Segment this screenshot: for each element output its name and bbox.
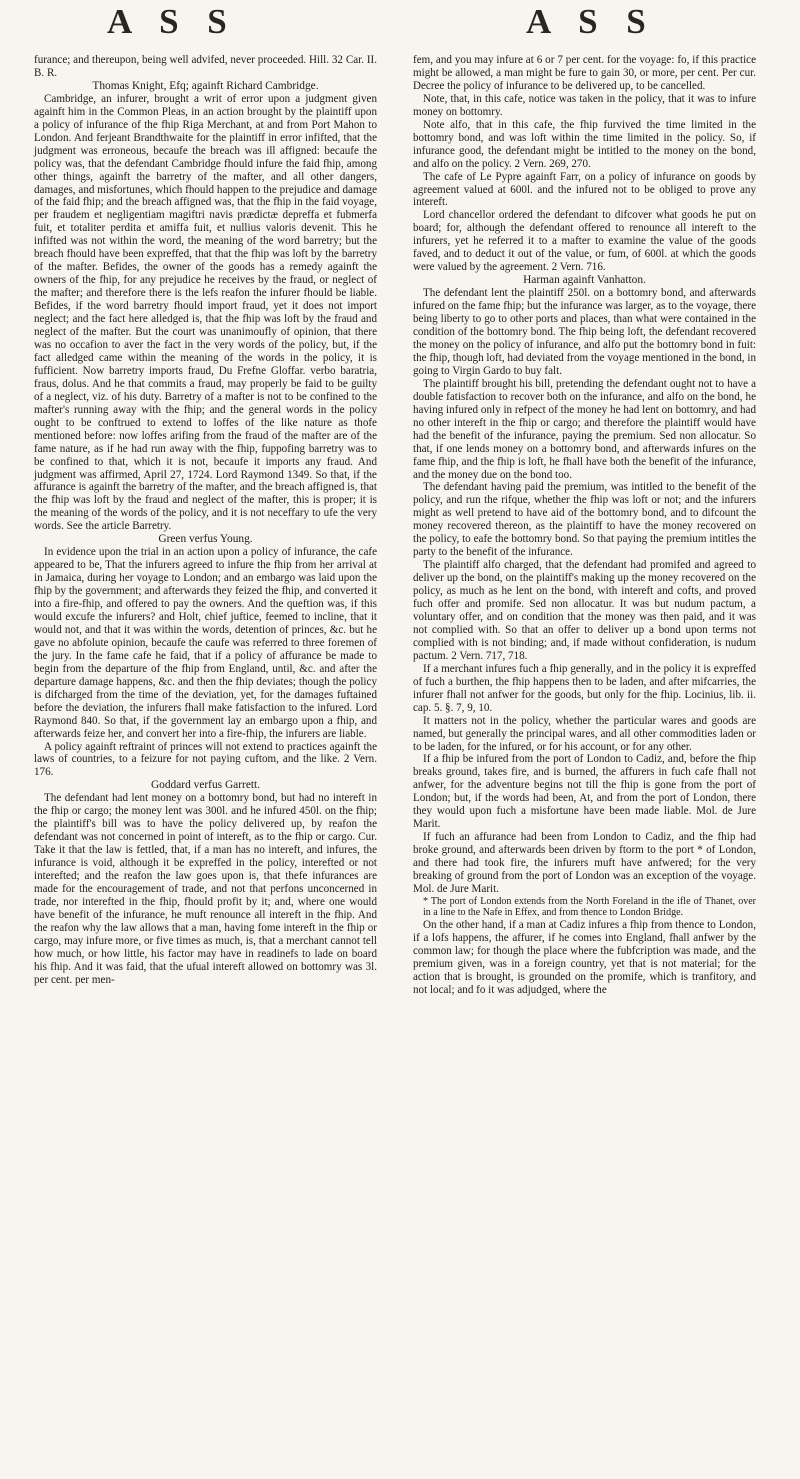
left-case-title: Green verfus Young. (158, 533, 253, 546)
right-paragraph: It matters not in the policy, whether the particular wares and goods are named, but generally the principal wares, and all other commodities laden or to be laden, for the infured, or for his account, or for any other. (413, 714, 756, 753)
left-case-title: Thomas Knight, Efq; againft Richard Cambridge. (92, 79, 319, 92)
left-case-title: Goddard verfus Garrett. (150, 779, 261, 792)
left-paragraph: Cambridge, an infurer, brought a writ of error upon a judgment given againft him in the Common Pleas, in an action brought by the plaintiff upon a policy of infurance of the fhip Riga Merchant, at and from Port Mahon to London. And ferjeant Brandthwaite for the plaintiff in error infifted, that the judgment was erroneous, becaufe the breach was ill affigned: becaufe the policy was, that the defendant Cambridge fhould infure the faid fhip, among other things, againft the barretry of the mafter, and all other dangers, damages, and misfortunes, which fhould happen to the prejudice and damage of the faid fhip; and the breach affigned was, that the fhip in the faid voyage, per fraudem et negligentiam magiftri navis prædictæ depreffa et fubmerfa fuit, et totaliter perdita et amiffa fuit, et nullius valoris devenit. This he infifted was not within the word, the meaning of the word barretry; but the breach fhould have been expreffed, that that the fhip was loft by the barretry of the mafter. Befides, the owner of the goods has a remedy againft the owners of the fhip, for any prejudice he receives by the fraud, or neglect of the mafter; and therefore there is the lefs reafon the infurer fhould be liable. Befides, if the word barretry fhould import fraud, yet it does not import neglect; and the fact here alledged is, that the fhip was loft by the fraud and neglect of the mafter. But the court was unanimoufly of opinion, that there was no occafion to aver the fact in the very words of the policy, but, if the fact alledged came within the meaning of the words in the policy, it is fufficient. Now barretry imports fraud, Du Frefne Gloffar. verbo baratria, fraus, dolus. And he that commits a fraud, may properly be faid to be guilty of a neglect, viz. of his duty. Barretry of a mafter is not to be confined to the mafter's running away with the fhip; and the general words in the policy ought to be conftrued to extend to loffes of the like nature as thofe mentioned before: now loffes arifing from the fraud of the mafter are of the fame nature, as if he had run away with the fhip, fuppofing barretry was to be confined to that, which it is not, becaufe it imports any fraud. And judgment was affirmed, April 27, 1724. Lord Raymond 1349. So that, if the affurance is againft the barretry of the mafter, and the breach affigned is, that the fhip was loft by the fraud and neglect of the mafter, this is proper; it is the meaning of the words of the policy, and it is not neceffary to ufe the very words. See the article Barretry. (34, 92, 377, 533)
left-paragraph: furance; and thereupon, being well advifed, never proceeded. Hill. 32 Car. II. B. R. (34, 54, 377, 79)
running-header-right: A S S (526, 2, 656, 41)
right-paragraph: If a fhip be infured from the port of London to Cadiz, and, before the fhip breaks ground, takes fire, and is burned, the affurers in fuch cafe fhall not anfwer, for the adventure begins not till the fhip is gone from the port of London; but, if the words had been, At, and from the port of London, there they would upon fuch a misfortune have been made liable. Mol. de Jure Marit. (413, 753, 756, 831)
running-header-left: A S S (107, 2, 237, 41)
right-paragraph: The plaintiff brought his bill, pretending the defendant ought not to have a double fatisfaction to recover both on the infurance, and alfo on the bond, he having infured only in refpect of the money he had lent on bottomry, and had no other intereft in the fhip or cargo; and therefore the plaintiff would have had the benefit of the infurance, paying the premium. Sed non allocatur. So that, if one lends money on a bottomry bond, and afterwards infures on the fame fhip, and the fhip is loft, he fhall have both the benefit of the infurance, and the money due on the bond too. (413, 377, 756, 481)
left-column (34, 54, 377, 987)
right-paragraph: The defendant lent the plaintiff 250l. on a bottomry bond, and afterwards infured on the fame fhip; but the infurance was larger, as to the voyage, there being liberty to go to other ports and places, than what were contained in the condition of the bottomry bond. The fhip being loft, the defendant recovered the money on the policy of infurance, and alfo put the bottomry bond in fuit: the fhip, though loft, had deviated from the voyage mentioned in the bond, in going to Virgin Gardo to buy falt. (413, 287, 756, 377)
right-case-title: Harman againft Vanhatton. (523, 274, 646, 287)
right-paragraph: The plaintiff alfo charged, that the defendant had promifed and agreed to deliver up the bond, on the plaintiff's making up the money recovered on the policy, as much as he lent on the bond, with intereft and cofts, and proved fuch offer and promife. Sed non allocatur. It was but nudum pactum, a voluntary offer, and on condition that the money was then paid, and it was not complied with. So that an offer to deliver up a bond upon terms not complied with is not binding; and, if made without confideration, is nudum pactum. 2 Vern. 717, 718. (413, 559, 756, 662)
right-paragraph: fem, and you may infure at 6 or 7 per cent. for the voyage: fo, if this practice might be allowed, a man might be fure to gain 30, or more, per cent. Per cur. Decree the policy of infurance to be delivered up, to be cancelled. (413, 54, 756, 92)
right-paragraph: If a merchant infures fuch a fhip generally, and in the policy it is expreffed of fuch a burthen, the fhip happens then to be laden, and after mifcarries, the infurer fhall not anfwer for the goods, but only for the fhip. Locinius, lib. ii. cap. 5. §. 7, 9, 10. (413, 662, 756, 714)
right-paragraph: Note alfo, that in this cafe, the fhip furvived the time limited in the bottomry bond, and was loft within the time limited in the policy. So, if infurance good, the defendant might be intitled to the money on the bond, and alfo on the policy. 2 Vern. 269, 270. (413, 118, 756, 170)
right-paragraph: The cafe of Le Pypre againft Farr, on a policy of infurance on goods by agreement valued at 600l. and the infured not to be obliged to prove any intereft. (413, 170, 756, 209)
right-paragraph: Lord chancellor ordered the defendant to difcover what goods he put on board; for, although the defendant offered to renounce all intereft to the infurers, yet he referred it to a mafter to examine the value of the goods faved, and to deduct it out of the value, or fum, of 600l. at which the goods were valued by the agreement. 2 Vern. 716. (413, 209, 756, 274)
right-paragraph: If fuch an affurance had been from London to Cadiz, and the fhip had broke ground, and afterwards been driven by ftorm to the port * of London, and there had took fire, the infurers muft have anfwered; for the very breaking of ground from the port of London was an exception of the voyage. Mol. de Jure Marit. (413, 831, 756, 895)
right-paragraph: On the other hand, if a man at Cadiz infures a fhip from thence to London, if a lofs happens, the affurer, if he comes into England, fhall anfwer by the common law; for though the place where the fubfcription was made, and the premium given, was in a foreign country, yet that is not material; for the action that is brought, is grounded on the promife, which is tranfitory, and not local; and fo it was adjudged, where the (413, 918, 756, 996)
right-footnote: * The port of London extends from the North Foreland in the ifle of Thanet, over in a line to the Nafe in Effex, and from thence to London Bridge. (423, 895, 756, 919)
left-paragraph: A policy againft reftraint of princes will not extend to practices againft the laws of countries, to a feizure for not paying cuftom, and the like. 2 Vern. 176. (34, 740, 377, 779)
left-paragraph: In evidence upon the trial in an action upon a policy of infurance, the cafe appeared to be, That the infurers agreed to infure the fhip from her arrival at in Jamaica, during her voyage to London; and an embargo was laid upon the fhip by the government; and afterwards they feized the fhip, and converted it into a fire-fhip, and offered to pay the owners. And the queftion was, if this would excufe the infurers? and Holt, chief juftice, feemed to incline, that it would not, and that it was within the words, detention of princes, &c. but he gave no abfolute opinion, becaufe the caufe was referred to three foremen of the jury. In the fame cafe he faid, that if a policy of affurance be made to begin from the departure of the fhip from England, until, &c. and after the departure damage happens, &c. and then the fhip deviates; though the policy is difcharged from the time of the deviation, yet, for the damages fuftained before the deviation, the infurers fhall make fatisfaction to the infured. Lord Raymond 840. So that, if the government lay an embargo upon a fhip, and afterwards feize her, and convert her into a fire-fhip, the infurers are liable. (34, 546, 377, 740)
right-paragraph: Note, that, in this cafe, notice was taken in the policy, that it was to infure money on bottomry. (413, 92, 756, 118)
left-paragraph: The defendant had lent money on a bottomry bond, but had no intereft in the fhip or cargo; the money lent was 300l. and he infured 450l. on the fhip; the plaintiff's bill was to have the policy delivered up, by reafon the defendant was not concerned in point of intereft, as to the fhip or cargo. Cur. Take it that the law is fettled, that, if a man has no intereft, and infures, the infurance is void, although it be expreffed in the policy, interefted or not interefted; and the reafon the law goes upon is, that thefe infurances are made for the encouragement of trade, and not that perfons unconcerned in trade, nor interefted in the fhip, fhould profit by it; and, where one would have benefit of the infurance, he muft renounce all intereft in the fhip. And the reafon why the law allows that a man, having fome intereft in the fhip or cargo, may infure more, or five times as much, is, that a merchant cannot tell how much, or how little, his factor may have in readinefs to lade on board his fhip. And it was faid, that the ufual intereft allowed on bottomry was 3l. per cent. per men- (34, 792, 377, 986)
right-column (413, 54, 756, 997)
right-paragraph: The defendant having paid the premium, was intitled to the benefit of the policy, and run the rifque, whether the fhip was loft or not; and the infurers might as well pretend to have aid of the bottomry bond, and to difcount the money recovered thereon, as the plaintiff to have the money recovered on the policy, to eafe the bottomry bond. So that paying the premium intitles the party to the benefit of the infurance. (413, 481, 756, 559)
